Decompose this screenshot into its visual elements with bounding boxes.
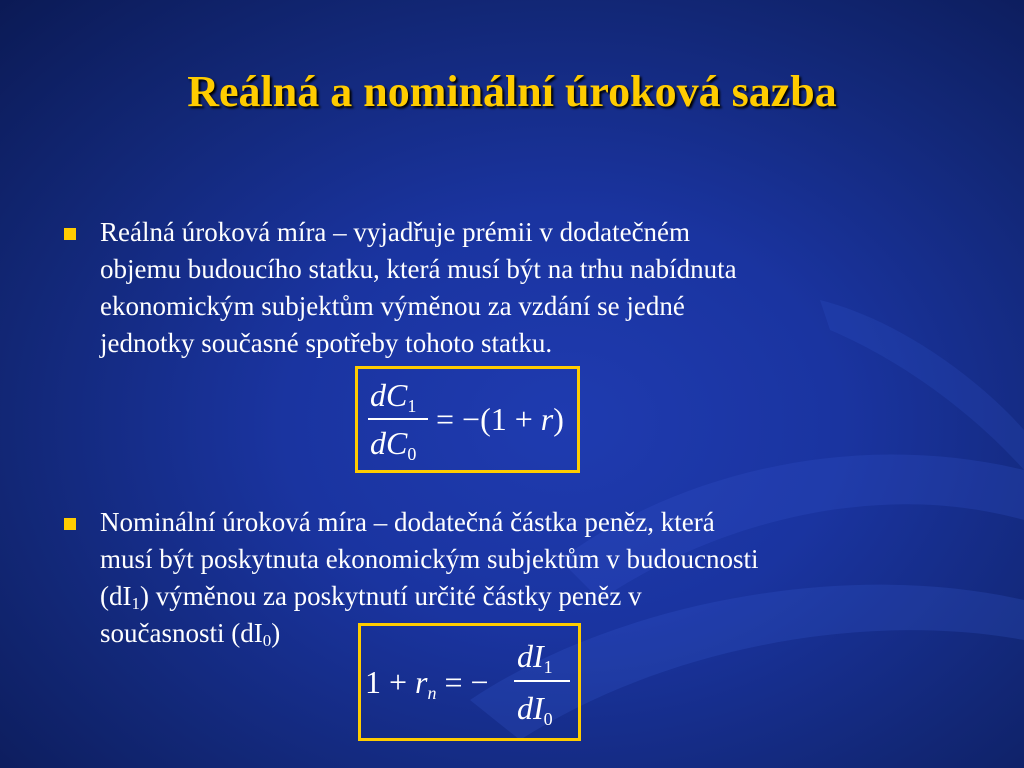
slide-title: Reálná a nominální úroková sazba: [187, 67, 837, 116]
bullet2-line-4: současnosti $(dI_0)$: [100, 618, 281, 650]
bullet2-line-1: Nominální úroková míra – dodatečná částka peněz, která: [100, 507, 715, 537]
formula1-rhs: = −(1 + r): [436, 401, 564, 437]
bullet1-line-3: ekonomickým subjektům výměnou za vzdání se jedné: [100, 291, 685, 321]
formula-box-real-rate: [355, 366, 580, 473]
formula2-fraction-bar: [514, 680, 570, 682]
bullet2-line-3: $(dI_1)$ výměnou za poskytnutí určité částky peněz v: [100, 581, 642, 613]
formula1-denominator: $dC_0$: [370, 425, 417, 464]
formula1-fraction-bar: [368, 418, 428, 420]
bullet1-line-2: objemu budoucího statku, která musí být na trhu nabídnuta: [100, 254, 737, 284]
bullet2-line-2: musí být poskytnuta ekonomickým subjektům v budoucnosti: [100, 544, 759, 574]
bullet1-line-1: Reálná úroková míra – vyjadřuje prémii v dodatečném: [100, 217, 691, 247]
formula2-numerator: $dI_1$: [517, 638, 553, 677]
formula-box-nominal-rate: [358, 623, 581, 741]
formula2-lhs: $1 + r_n$ = −: [365, 664, 489, 703]
bullet1-line-4: jednotky současné spotřeby tohoto statku.: [100, 328, 553, 358]
formula2-denominator: $dI_0$: [517, 690, 553, 729]
bullet-square-2: [64, 518, 76, 530]
bullet-square-1: [64, 228, 76, 240]
formula1-numerator: $dC_1$: [370, 377, 417, 416]
bullet-text-1: [100, 214, 960, 362]
